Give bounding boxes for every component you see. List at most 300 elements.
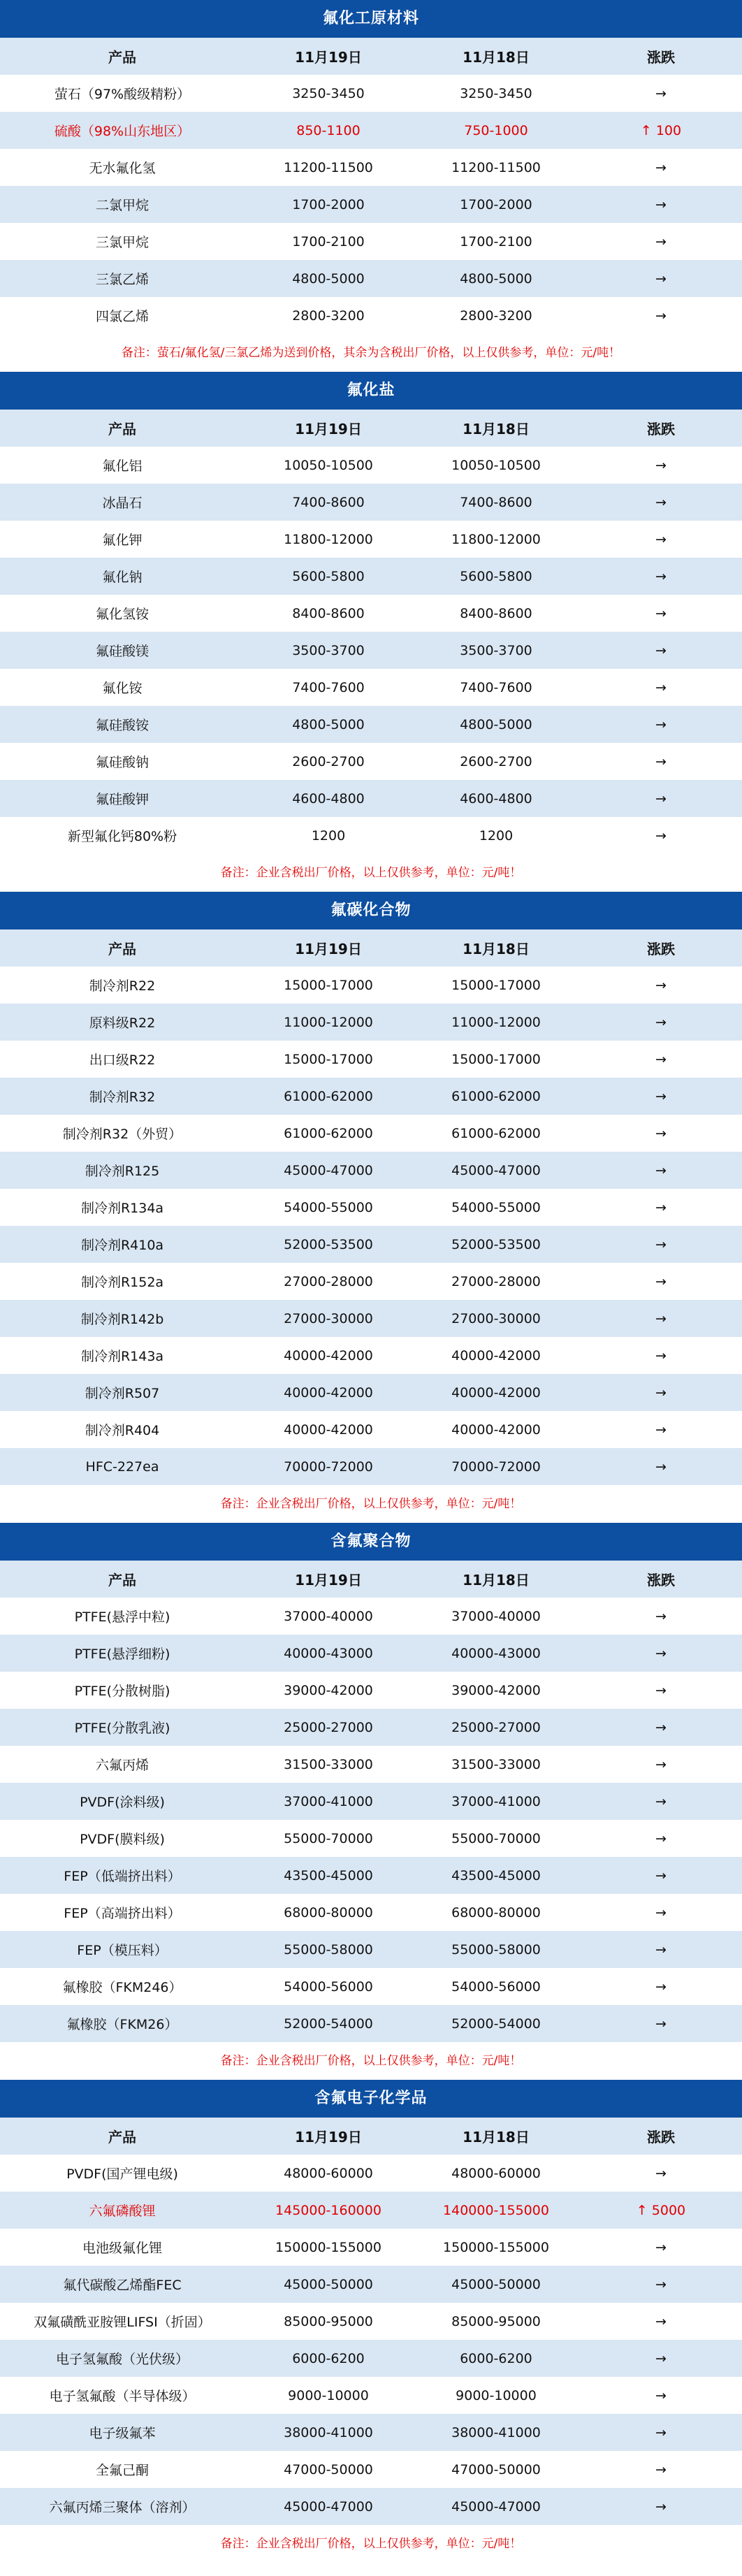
price-nov18-cell: 1700-2000 <box>460 196 532 212</box>
price-nov19-cell: 48000-60000 <box>284 2165 373 2181</box>
change-cell: → <box>655 1830 667 1846</box>
section-2 <box>0 372 742 892</box>
table-row <box>0 1635 742 1672</box>
change-cell: ↑ 100 <box>640 122 682 138</box>
product-cell: 六氟磷酸锂 <box>89 2204 156 2219</box>
change-cell: → <box>655 642 667 658</box>
column-header: 11月19日 <box>295 941 362 957</box>
table-row <box>0 447 742 484</box>
table-row <box>0 1041 742 1078</box>
change-cell: → <box>655 790 667 806</box>
table-row <box>0 1894 742 1931</box>
price-nov18-cell: 11000-12000 <box>451 1014 541 1030</box>
change-cell: → <box>655 977 667 993</box>
change-cell: → <box>655 1088 667 1104</box>
price-nov18-cell: 61000-62000 <box>451 1088 541 1104</box>
column-header: 11月19日 <box>295 49 362 66</box>
price-nov19-cell: 7400-8600 <box>292 494 365 510</box>
price-nov19-cell: 4800-5000 <box>292 716 365 732</box>
section-4 <box>0 1523 742 2080</box>
change-cell: → <box>655 1384 667 1401</box>
change-cell: → <box>655 1125 667 1141</box>
table-header-row <box>0 38 742 75</box>
product-cell: FEP（低端挤出料） <box>64 1869 181 1884</box>
price-nov18-cell: 54000-55000 <box>451 1199 541 1215</box>
section-note: 备注：萤石/氟化氢/三氯乙烯为送到价格，其余为含税出厂价格，以上仅供参考，单位：元/吨！ <box>0 334 742 372</box>
price-nov19-cell: 40000-42000 <box>284 1347 373 1363</box>
price-nov19-cell: 4800-5000 <box>292 270 365 287</box>
price-nov19-cell: 54000-55000 <box>284 1199 373 1215</box>
product-cell: 制冷剂R152a <box>80 1275 164 1290</box>
price-nov18-cell: 40000-42000 <box>451 1347 541 1363</box>
price-nov18-cell: 4800-5000 <box>460 270 532 287</box>
product-cell: PVDF(国产锂电级) <box>66 2166 178 2182</box>
column-header: 涨跌 <box>647 2129 675 2146</box>
column-header: 11月18日 <box>463 49 530 66</box>
column-header: 产品 <box>108 941 136 957</box>
product-cell: 制冷剂R410a <box>80 1238 164 1253</box>
price-nov19-cell: 37000-40000 <box>284 1608 373 1624</box>
table-row <box>0 1968 742 2005</box>
table-row <box>0 2229 742 2266</box>
product-cell: 电池级氟化锂 <box>82 2241 162 2256</box>
change-cell: → <box>655 1347 667 1363</box>
change-cell: → <box>655 1645 667 1661</box>
table-row <box>0 743 742 780</box>
change-cell: → <box>655 1162 667 1178</box>
change-cell: → <box>655 2387 667 2403</box>
price-nov18-cell: 45000-47000 <box>451 2498 541 2515</box>
price-nov19-cell: 70000-72000 <box>284 1459 373 1475</box>
change-cell: → <box>655 568 667 584</box>
section-3 <box>0 892 742 1523</box>
section-title: 氟化盐 <box>0 372 742 410</box>
change-cell: → <box>655 753 667 769</box>
section-5 <box>0 2080 742 2563</box>
price-nov19-cell: 6000-6200 <box>292 2350 365 2366</box>
change-cell: → <box>655 2165 667 2181</box>
column-header: 涨跌 <box>647 421 675 437</box>
column-header: 11月18日 <box>463 941 530 957</box>
product-cell: 电子级氟苯 <box>89 2426 156 2441</box>
change-cell: → <box>655 1014 667 1030</box>
price-nov19-cell: 2600-2700 <box>292 753 365 769</box>
change-cell: → <box>655 1199 667 1215</box>
price-nov19-cell: 37000-41000 <box>284 1793 373 1809</box>
price-nov18-cell: 11800-12000 <box>451 531 541 547</box>
price-nov18-cell: 48000-60000 <box>451 2165 541 2181</box>
section-note: 备注：企业含税出厂价格，以上仅供参考，单位：元/吨！ <box>0 1485 742 1523</box>
price-nov18-cell: 55000-70000 <box>451 1830 541 1846</box>
product-cell: PTFE(分散树脂) <box>74 1684 170 1699</box>
price-nov18-cell: 37000-40000 <box>451 1608 541 1624</box>
table-row <box>0 967 742 1004</box>
product-cell: 全氟己酮 <box>95 2463 149 2478</box>
price-nov19-cell: 150000-155000 <box>275 2239 381 2255</box>
price-nov19-cell: 45000-50000 <box>284 2276 373 2292</box>
price-table <box>0 1561 742 2042</box>
table-row <box>0 632 742 669</box>
price-nov18-cell: 27000-28000 <box>451 1273 541 1289</box>
section-note: 备注：企业含税出厂价格，以上仅供参考，单位：元/吨！ <box>0 2525 742 2563</box>
price-nov19-cell: 31500-33000 <box>284 1756 373 1772</box>
section-title: 含氟电子化学品 <box>0 2080 742 2118</box>
change-cell: → <box>655 2313 667 2329</box>
price-nov19-cell: 45000-47000 <box>284 2498 373 2515</box>
price-nov19-cell: 52000-53500 <box>284 1236 373 1252</box>
product-cell: 硫酸（98%山东地区） <box>54 124 191 139</box>
product-cell: PVDF(涂料级) <box>80 1795 165 1810</box>
price-nov18-cell: 7400-7600 <box>460 679 532 695</box>
price-nov18-cell: 68000-80000 <box>451 1904 541 1920</box>
product-cell: HFC-227ea <box>85 1459 159 1475</box>
column-header: 11月18日 <box>463 2129 530 2146</box>
change-cell: → <box>655 1421 667 1438</box>
table-header-row <box>0 2118 742 2155</box>
product-cell: 制冷剂R32 <box>89 1090 156 1105</box>
price-nov19-cell: 45000-47000 <box>284 1162 373 1178</box>
product-cell: 制冷剂R22 <box>89 978 156 994</box>
table-row <box>0 297 742 334</box>
column-header: 产品 <box>108 49 136 66</box>
change-cell: → <box>655 1236 667 1252</box>
price-nov18-cell: 8400-8600 <box>460 605 532 621</box>
column-header: 11月19日 <box>295 2129 362 2146</box>
column-header: 11月19日 <box>295 421 362 437</box>
price-nov18-cell: 27000-30000 <box>451 1310 541 1326</box>
price-nov18-cell: 15000-17000 <box>451 1051 541 1067</box>
table-row <box>0 75 742 112</box>
change-cell: → <box>655 1459 667 1475</box>
price-nov18-cell: 52000-53500 <box>451 1236 541 1252</box>
section-title: 氟化工原材料 <box>0 0 742 38</box>
change-cell: → <box>655 2350 667 2366</box>
price-nov19-cell: 68000-80000 <box>284 1904 373 1920</box>
table-row <box>0 1672 742 1709</box>
product-cell: 氟化氢铵 <box>95 607 149 622</box>
price-nov18-cell: 10050-10500 <box>451 457 541 473</box>
price-nov18-cell: 31500-33000 <box>451 1756 541 1772</box>
section-note: 备注：企业含税出厂价格，以上仅供参考，单位：元/吨！ <box>0 854 742 892</box>
product-cell: 出口级R22 <box>89 1052 156 1068</box>
price-nov18-cell: 45000-50000 <box>451 2276 541 2292</box>
table-row <box>0 1857 742 1894</box>
price-nov19-cell: 15000-17000 <box>284 1051 373 1067</box>
section-note: 备注：企业含税出厂价格，以上仅供参考，单位：元/吨！ <box>0 2042 742 2080</box>
price-nov19-cell: 15000-17000 <box>284 977 373 993</box>
change-cell: → <box>655 2276 667 2292</box>
price-nov19-cell: 43500-45000 <box>284 1867 373 1883</box>
table-row <box>0 1337 742 1374</box>
change-cell: → <box>655 2016 667 2032</box>
table-row <box>0 1226 742 1263</box>
price-nov18-cell: 70000-72000 <box>451 1459 541 1475</box>
section-title: 含氟聚合物 <box>0 1523 742 1561</box>
table-row <box>0 1598 742 1635</box>
table-row <box>0 817 742 854</box>
price-table <box>0 410 742 854</box>
price-nov18-cell: 7400-8600 <box>460 494 532 510</box>
change-cell: → <box>655 531 667 547</box>
price-nov19-cell: 3250-3450 <box>292 85 365 101</box>
change-cell: → <box>655 716 667 732</box>
table-row <box>0 1411 742 1448</box>
price-nov19-cell: 11200-11500 <box>284 159 373 175</box>
table-row <box>0 1189 742 1226</box>
product-cell: 四氯乙烯 <box>95 309 149 324</box>
price-nov18-cell: 3250-3450 <box>460 85 532 101</box>
change-cell: → <box>655 307 667 324</box>
table-row <box>0 1115 742 1152</box>
price-nov18-cell: 5600-5800 <box>460 568 532 584</box>
change-cell: → <box>655 1978 667 1995</box>
section-1 <box>0 0 742 372</box>
table-row <box>0 1004 742 1041</box>
change-cell: → <box>655 2498 667 2515</box>
product-cell: 氟硅酸钠 <box>95 755 149 770</box>
price-nov18-cell: 6000-6200 <box>460 2350 532 2366</box>
price-nov18-cell: 4800-5000 <box>460 716 532 732</box>
table-header-row <box>0 410 742 447</box>
price-nov18-cell: 54000-56000 <box>451 1978 541 1995</box>
price-nov18-cell: 3500-3700 <box>460 642 532 658</box>
product-cell: 双氟磺酰亚胺锂LIFSI（折固） <box>34 2315 211 2330</box>
product-cell: 制冷剂R143a <box>80 1349 164 1364</box>
product-cell: 六氟丙烯 <box>95 1758 149 1773</box>
change-cell: → <box>655 1051 667 1067</box>
change-cell: ↑ 5000 <box>636 2202 686 2218</box>
price-nov19-cell: 38000-41000 <box>284 2424 373 2440</box>
price-nov19-cell: 145000-160000 <box>275 2202 381 2218</box>
price-nov18-cell: 45000-47000 <box>451 1162 541 1178</box>
change-cell: → <box>655 1273 667 1289</box>
table-row <box>0 2155 742 2192</box>
change-cell: → <box>655 1719 667 1735</box>
product-cell: PTFE(悬浮中粒) <box>74 1609 170 1625</box>
table-row <box>0 1746 742 1783</box>
product-cell: 六氟丙烯三聚体（溶剂） <box>49 2500 196 2515</box>
column-header: 涨跌 <box>647 1572 675 1589</box>
price-nov18-cell: 47000-50000 <box>451 2461 541 2477</box>
price-nov18-cell: 37000-41000 <box>451 1793 541 1809</box>
table-row <box>0 112 742 149</box>
table-row <box>0 669 742 706</box>
price-nov19-cell: 52000-54000 <box>284 2016 373 2032</box>
change-cell: → <box>655 2239 667 2255</box>
table-row <box>0 1152 742 1189</box>
table-row <box>0 1783 742 1820</box>
product-cell: 氟化铝 <box>102 458 143 474</box>
price-nov18-cell: 2600-2700 <box>460 753 532 769</box>
table-row <box>0 521 742 558</box>
price-nov19-cell: 39000-42000 <box>284 1682 373 1698</box>
price-nov19-cell: 61000-62000 <box>284 1088 373 1104</box>
product-cell: PVDF(膜料级) <box>80 1832 165 1847</box>
price-nov19-cell: 850-1100 <box>296 122 361 138</box>
product-cell: 三氯甲烷 <box>95 235 149 250</box>
price-nov19-cell: 27000-28000 <box>284 1273 373 1289</box>
change-cell: → <box>655 85 667 101</box>
product-cell: 电子氢氟酸（半导体级） <box>49 2389 196 2404</box>
price-nov18-cell: 750-1000 <box>464 122 528 138</box>
price-nov18-cell: 1700-2100 <box>460 233 532 249</box>
price-nov19-cell: 40000-43000 <box>284 1645 373 1661</box>
change-cell: → <box>655 1867 667 1883</box>
table-row <box>0 2192 742 2229</box>
price-nov18-cell: 52000-54000 <box>451 2016 541 2032</box>
table-row <box>0 1931 742 1968</box>
table-row <box>0 186 742 223</box>
table-row <box>0 484 742 521</box>
change-cell: → <box>655 457 667 473</box>
price-nov18-cell: 2800-3200 <box>460 307 532 324</box>
column-header: 11月18日 <box>463 421 530 437</box>
table-row <box>0 558 742 595</box>
product-cell: 氟化铵 <box>102 681 143 696</box>
table-row <box>0 1078 742 1115</box>
product-cell: 制冷剂R32（外贸） <box>62 1127 182 1142</box>
change-cell: → <box>655 2424 667 2440</box>
price-nov19-cell: 54000-56000 <box>284 1978 373 1995</box>
section-title: 氟碳化合物 <box>0 892 742 929</box>
change-cell: → <box>655 679 667 695</box>
price-nov19-cell: 5600-5800 <box>292 568 365 584</box>
price-nov19-cell: 11800-12000 <box>284 531 373 547</box>
change-cell: → <box>655 827 667 844</box>
price-nov18-cell: 43500-45000 <box>451 1867 541 1883</box>
product-cell: 制冷剂R134a <box>80 1201 164 1216</box>
product-cell: 新型氟化钙80%粉 <box>67 829 177 844</box>
product-cell: 制冷剂R125 <box>85 1164 160 1179</box>
price-nov19-cell: 55000-70000 <box>284 1830 373 1846</box>
change-cell: → <box>655 1756 667 1772</box>
price-nov19-cell: 8400-8600 <box>292 605 365 621</box>
table-row <box>0 1448 742 1485</box>
table-row <box>0 1709 742 1746</box>
change-cell: → <box>655 605 667 621</box>
product-cell: 萤石（97%酸级精粉） <box>54 87 191 102</box>
price-nov18-cell: 39000-42000 <box>451 1682 541 1698</box>
product-cell: 氟硅酸镁 <box>95 644 149 659</box>
change-cell: → <box>655 1904 667 1920</box>
product-cell: 电子氢氟酸（光伏级） <box>55 2352 189 2367</box>
change-cell: → <box>655 494 667 510</box>
table-row <box>0 2377 742 2414</box>
change-cell: → <box>655 270 667 287</box>
price-nov19-cell: 40000-42000 <box>284 1384 373 1401</box>
price-nov18-cell: 25000-27000 <box>451 1719 541 1735</box>
change-cell: → <box>655 1608 667 1624</box>
table-row <box>0 2414 742 2451</box>
product-cell: 氟代碳酸乙烯酯FEC <box>63 2278 182 2293</box>
table-row <box>0 2488 742 2525</box>
price-nov18-cell: 40000-42000 <box>451 1384 541 1401</box>
price-nov18-cell: 15000-17000 <box>451 977 541 993</box>
table-row <box>0 1820 742 1857</box>
product-cell: 氟硅酸钾 <box>95 792 149 807</box>
change-cell: → <box>655 2461 667 2477</box>
price-nov19-cell: 10050-10500 <box>284 457 373 473</box>
product-cell: 无水氟化氢 <box>89 161 156 176</box>
price-table <box>0 38 742 334</box>
table-row <box>0 595 742 632</box>
change-cell: → <box>655 159 667 175</box>
table-row <box>0 780 742 817</box>
price-table <box>0 929 742 1485</box>
price-nov18-cell: 11200-11500 <box>451 159 541 175</box>
table-row <box>0 2340 742 2377</box>
price-nov18-cell: 9000-10000 <box>456 2387 537 2403</box>
table-row <box>0 1300 742 1337</box>
price-nov18-cell: 40000-42000 <box>451 1421 541 1438</box>
price-nov19-cell: 40000-42000 <box>284 1421 373 1438</box>
price-nov19-cell: 85000-95000 <box>284 2313 373 2329</box>
change-cell: → <box>655 1793 667 1809</box>
product-cell: 制冷剂R507 <box>85 1386 160 1401</box>
table-row <box>0 223 742 260</box>
product-cell: FEP（模压料） <box>77 1943 168 1958</box>
change-cell: → <box>655 196 667 212</box>
price-nov18-cell: 1200 <box>479 827 514 844</box>
price-nov19-cell: 1200 <box>311 827 346 844</box>
product-cell: 原料级R22 <box>89 1015 156 1031</box>
price-nov19-cell: 2800-3200 <box>292 307 365 324</box>
price-nov18-cell: 61000-62000 <box>451 1125 541 1141</box>
price-nov19-cell: 11000-12000 <box>284 1014 373 1030</box>
product-cell: 三氯乙烯 <box>95 272 149 287</box>
table-row <box>0 706 742 743</box>
column-header: 产品 <box>108 421 136 437</box>
table-row <box>0 2005 742 2042</box>
change-cell: → <box>655 1310 667 1326</box>
product-cell: PTFE(分散乳液) <box>74 1721 170 1736</box>
price-nov18-cell: 40000-43000 <box>451 1645 541 1661</box>
table-row <box>0 2266 742 2303</box>
product-cell: 制冷剂R404 <box>85 1423 160 1438</box>
column-header: 涨跌 <box>647 49 675 66</box>
table-header-row <box>0 1561 742 1598</box>
product-cell: 氟化钾 <box>102 533 143 548</box>
price-nov19-cell: 27000-30000 <box>284 1310 373 1326</box>
product-cell: 氟橡胶（FKM246） <box>62 1980 182 1995</box>
column-header: 产品 <box>108 2129 136 2146</box>
product-cell: 制冷剂R142b <box>80 1312 164 1327</box>
price-nov19-cell: 61000-62000 <box>284 1125 373 1141</box>
price-nov18-cell: 4600-4800 <box>460 790 532 806</box>
table-row <box>0 149 742 186</box>
table-row <box>0 260 742 297</box>
price-nov19-cell: 9000-10000 <box>288 2387 369 2403</box>
price-nov19-cell: 4600-4800 <box>292 790 365 806</box>
change-cell: → <box>655 1941 667 1958</box>
price-nov18-cell: 150000-155000 <box>443 2239 549 2255</box>
change-cell: → <box>655 1682 667 1698</box>
table-row <box>0 1263 742 1300</box>
price-nov19-cell: 47000-50000 <box>284 2461 373 2477</box>
price-table <box>0 2118 742 2525</box>
table-header-row <box>0 929 742 967</box>
product-cell: 氟橡胶（FKM26） <box>66 2017 178 2032</box>
price-nov19-cell: 3500-3700 <box>292 642 365 658</box>
price-nov19-cell: 1700-2100 <box>292 233 365 249</box>
price-nov18-cell: 55000-58000 <box>451 1941 541 1958</box>
price-nov19-cell: 1700-2000 <box>292 196 365 212</box>
column-header: 涨跌 <box>647 941 675 957</box>
column-header: 产品 <box>108 1572 136 1589</box>
price-nov18-cell: 38000-41000 <box>451 2424 541 2440</box>
product-cell: 氟硅酸铵 <box>95 718 149 733</box>
column-header: 11月18日 <box>463 1572 530 1589</box>
